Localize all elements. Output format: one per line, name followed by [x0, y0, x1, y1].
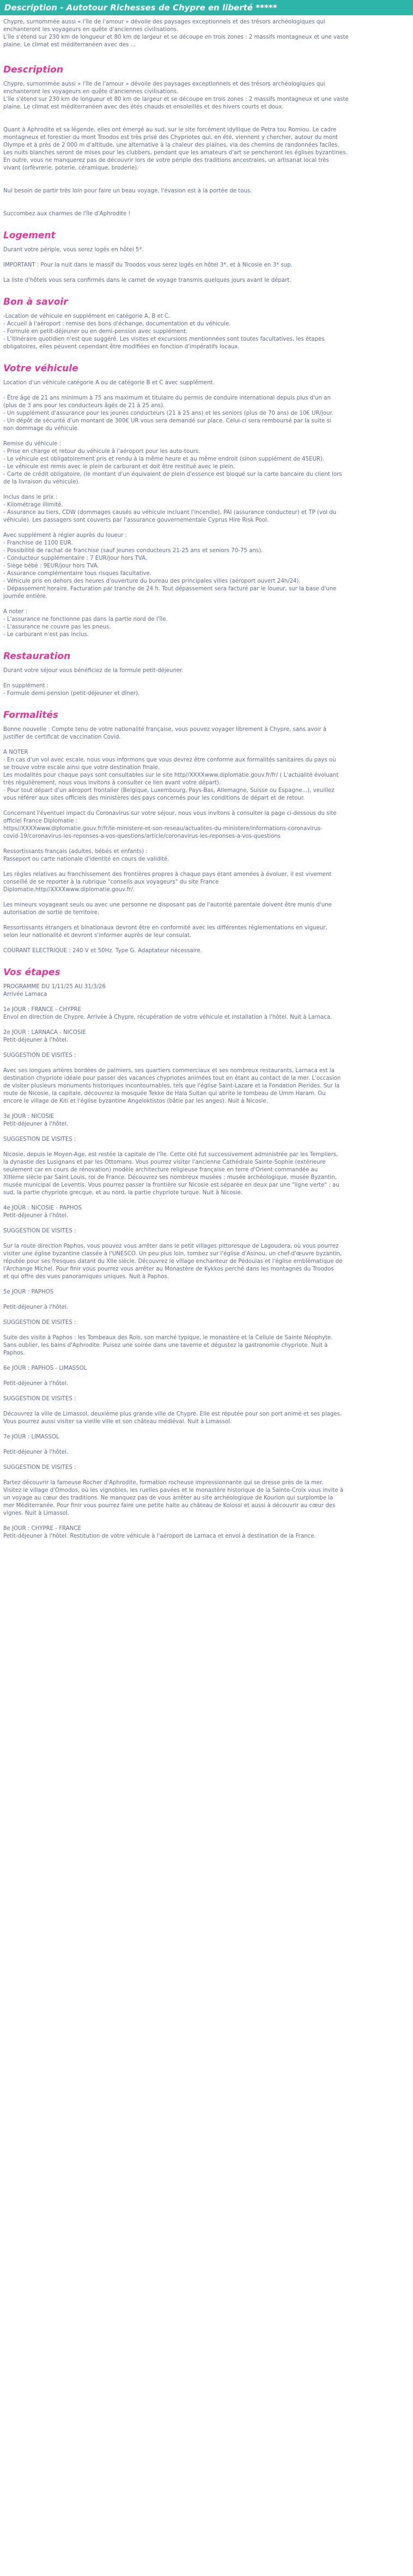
description-paragraph: Nul besoin de partir très loin pour faire un beau voyage, l'évasion est à la portée de tous.	[3, 188, 252, 194]
vehicule-paragraph: Inclus dans le prix : - Kilométrage illimité. - Assurance au tiers, CDW (dommages causés au véhicule incluant l'incendie), PAI (assurance conducteur) et TP (vol du véhicule). Les passagers sont couverts par l'assurance gouvernementale Cyprus Hire Risk Pool.	[3, 494, 337, 523]
day-suggestion-label: SUGGESTION DE VISITES :	[3, 1136, 76, 1142]
intro-text: Chypre, surnommée aussi « l'île de l'amour » dévoile des paysages exceptionnels et des trésors archéologiques qui enchanteront les voyageurs en quête d'anciennes civilisations. L'île s'étend sur 230 km de longueur et 80 km de largeur et se découpe en trois zones : 2 massifs montagneux et une vaste plaine. Le climat est méditerranéen avec des ...	[3, 19, 349, 48]
vehicule-paragraph: Location d'un véhicule catégorie A ou de catégorie B et C avec supplément.	[3, 380, 215, 386]
page-title: Description - Autotour Richesses de Chypre en liberté *****	[4, 3, 277, 13]
day-suggestion-label: SUGGESTION DE VISITES :	[3, 1465, 76, 1471]
day-title: 6e JOUR : PAPHOS - LIMASSOL	[3, 1365, 87, 1371]
day-title: 3e JOUR : NICOSIE	[3, 1114, 54, 1120]
day-visits: Suite des visite à Paphos : les Tombeaux des Rois, son marché typique, le monastère et la Cellule de Sainte Néophyte. Sans oublier, les bains d'Aphrodite. Puisez une soirée dans une taverne et dégustez la gastronomie chypriote. Nuit à Paphos.	[3, 1335, 333, 1356]
vehicule-paragraph: Avec supplément à régler auprès du loueur : - Franchise de 1100 EUR. - Possibilité de rachat de franchise (sauf jeunes conducteurs 21-25 ans et seniors 70-75 ans). - Conducteur supplémentaire : 7 EUR/jour hors TVA. - Siège bébé : 9EUR/jour hors TVA. - Assurance complémentaire tous risques facultative. - Véhicule pris en dehors des heures d'ouverture du bureau des principales villes (aéroport ouvert 24h/24). - Dépassement horaire. Facturation par tranche de 24 h. Tout dépassement sera facturé par le loueur, sur la base d'une journée entière.	[3, 533, 337, 600]
day-text: Petit-déjeuner à l'hôtel.	[3, 1449, 69, 1455]
formalites-paragraph: Les mineurs voyageant seuls ou avec une personne ne disposant pas de l'autorité parentale doivent être munis d'une autorisation de sortie de territoire.	[3, 902, 332, 916]
formalites-paragraph: Bonne nouvelle : Compte tenu de votre nationalité française, vous pouvez voyager librement à Chypre, sans avoir à justifier de certificat de vaccination Covid.	[3, 727, 327, 740]
section-title-restauration: Restauration	[3, 651, 71, 662]
day-text: Petit-déjeuner à l'hôtel. Restitution de votre véhicule à l'aéroport de Larnaca et envol à destination de la France.	[3, 1533, 316, 1539]
day-text: Petit-déjeuner à l'hôtel.	[3, 1304, 69, 1310]
formalites-paragraph: Les règles relatives au franchissement des frontières propres à chaque pays étant amenées à évoluer, il est vivement conseillé de se reporter à la rubrique "conseils aux voyageurs" du site France Diplomatie,http//XXXXwww.diplomatie.gouv.fr/.	[3, 872, 332, 893]
day-text: Petit-déjeuner à l'hôtel.	[3, 1121, 69, 1127]
section-title-formalites: Formalités	[3, 710, 58, 721]
logement-paragraph: IMPORTANT : Pour la nuit dans le massif du Troodos vous serez logés en hôtel 3*, et à Nicosie en 3* sup.	[3, 262, 293, 268]
restauration-paragraph: Durant votre séjour vous bénéficiez de la formule petit-déjeuner.	[3, 668, 184, 674]
day-visits: Sur la route direction Paphos, vous pouvez vous arrêter dans le petit villages pittoresque de Lagoudera, où vous pourrez visiter une église byzantine classée à l'UNESCO. Un peu plus loin, tombez sur l'église d'Asinou, un chef-d'œuvre byzantin, réputée pour ses fresques datant du XIIe siècle. Découvrez le village enchanteur de Pédoulas et l'église emblématique de l'Archange Michel. Pour finir vous pourrez vous arrêter au Monastère de Kykkos perché dans les montagnes du Troodos et qui offre des vues panoramiques uniques. Nuit à Paphos.	[3, 1243, 343, 1280]
day-title: 2e JOUR : LARNACA - NICOSIE	[3, 1030, 86, 1036]
bon-a-savoir-paragraph: -Location de véhicule en supplément en catégorie A, B et C. - Accueil à l'aéroport : remise des bons d'échange, documentation et du véhicule. - Formule en petit-déjeuner ou en demi-pension avec supplément. - L'itinéraire quotidien n'est que suggéré. Les visites et excursions mentionnées sont toutes facultatives, les étapes obligatoires, elles peuvent cependant être modifiées en fonction d'impératifs locaux.	[3, 313, 325, 350]
section-title-etapes: Vos étapes	[3, 967, 60, 978]
vehicule-paragraph: - Être âgé de 21 ans minimum à 75 ans maximum et titulaire du permis de conduire international depuis plus d'un an (plus de 3 ans pour les conducteurs âgés de 21 à 25 ans). - Un supplément d'assurance pour les jeunes conducteurs (21 à 25 ans) et les seniors (plus de 70 ans) de 10€ UR/jour. - Un dépôt de sécurité d'un montant de 300€ UR vous sera demandé sur place. Celui-ci sera remboursé par la suite si non dommage du véhicule.	[3, 395, 333, 432]
day-suggestion-label: SUGGESTION DE VISITES :	[3, 1053, 76, 1059]
day-title: 1e JOUR : FRANCE - CHYPRE	[3, 1007, 81, 1013]
formalites-paragraph: A NOTER - En cas d'un vol avec escale, nous vous informons que vous devrez être conforme aux formalités sanitaires du pays où se trouve votre escale ainsi que votre destination finale. Les modalités pour chaque pays sont consultables sur le site http//XXXXwww.diplomatie.gouv.fr/fr/ ( L'actualité évoluant très régulièrement, nous vous invitons à consulter ce lien avant votre départ). - Pour tout départ d'un aéroport frontalier (Belgique, Luxembourg, Pays-Bas, Allemagne, Suisse ou Espagne...), veuillez vous référer aux sites officiels des ministères des pays concernés pour les conditions de départ et de retour.	[3, 749, 339, 801]
description-paragraph: Succombez aux charmes de l'île d'Aphrodite !	[3, 211, 131, 217]
day-visits: Découvrez la ville de Limassol, deuxième plus grande ville de Chypre. Elle est réputée pour son port animé et ses plages. Vous pourrez aussi visiter sa vieille ville et son château médiéval. Nuit à Limassol.	[3, 1411, 342, 1425]
day-visits: Nicosie, depuis le Moyen-Age, est restée la capitale de l'île. Cette cité fut successivement administrée par les Templiers, la dynastie des Lusignans et par les Ottomans. Vous pourrez visiter l'ancienne Cathédrale Sainte-Sophie (extérieure seulement car en cours de rénovation) modèle architecture religieuse française en terre d'Orient commandée au XIIIème siècle par Saint Louis, roi de France. Découvrez ses nombreux musées : musée archéologique, musée Byzantin, musée municipal de Leventis. Vous pourrez passer la frontière sur Nicosie est séparée en deux par une "ligne verte" : au sud, la partie chypriote grecque, et au nord, la partie chypriote turque. Nuit à Nicosie.	[3, 1152, 339, 1196]
day-text: Petit-déjeuner à l'hôtel.	[3, 1213, 69, 1219]
day-text: Petit-déjeuner à l'hôtel.	[3, 1381, 69, 1387]
day-suggestion-label: SUGGESTION DE VISITES :	[3, 1396, 76, 1402]
logement-paragraph: Durant votre périple, vous serez logés en hôtel 5*.	[3, 247, 144, 253]
section-title-bon-a-savoir: Bon à savoir	[3, 297, 68, 307]
day-suggestion-label: SUGGESTION DE VISITES :	[3, 1228, 76, 1234]
formalites-paragraph: Ressortissants étrangers et binationaux devront être en conformité avec les différentes réglementations en vigueur, selon leur nationalité et devront s'informer auprès de leur consulat.	[3, 925, 327, 939]
formalites-paragraph: Concernant l'éventuel impact du Coronavirus sur votre séjour, nous vous invitons à consulter la page ci-dessous du site officiel France Diplomatie : https//XXXXwww.diplomatie.gouv.fr/fr/le-ministere-et-son-reseau/actualites-du-ministere/informations-coronavirus- covid-19/coronavirus-les-reponses-a-vos-questions/article/coronavirus-les-reponses-a-vos-questions	[3, 811, 337, 839]
day-title: 7e JOUR : LIMASSOL	[3, 1434, 59, 1440]
formalites-paragraph: COURANT ELECTRIQUE : 240 V et 50Hz. Type G. Adaptateur nécessaire.	[3, 948, 203, 954]
day-text: Envol en direction de Chypre. Arrivée à Chypre, récupération de votre véhicule et installation à l'hôtel. Nuit à Larnaca.	[3, 1014, 332, 1020]
day-suggestion-label: SUGGESTION DE VISITES :	[3, 1320, 76, 1326]
vehicule-paragraph: Remise du véhicule : - Prise en charge et retour du véhicule à l'aéroport pour les auto-tours. - Le véhicule est obligatoirement pris et rendu à la même heure et au même endroit (sinon supplément de 45EUR). - Le véhicule est remis avec le plein de carburant et doit être restitué avec le plein. - Carte de crédit obligatoire, (le montant d'un équivalent de plein d'essence est bloqué sur la carte bancaire du client lors de la livraison du véhicule).	[3, 441, 342, 485]
description-paragraph: Quant à Aphrodite et sa légende, elles ont émergé au sud, sur le site forcément idyllique de Petra tou Romiou. Le cadre montagneux et forestier du mont Troodos est très prisé des Chypriotes qui, en été, viennent y chercher, autour du mont Olympe et à près de 2 000 m d'altitude, une alternative à la chaleur des plaines, via des chemins de randonnées faciles. Les nuits blanches seront de mises pour les clubbers, pendant que les amateurs d'art se pencheront les églises byzantines. En outre, vous ne manquerez pas de découvrir lors de votre périple des traditions ancestrales, un artisanat local très vivant (orfèvrerie, poterie, céramique, broderie).	[3, 127, 348, 171]
section-title-description: Description	[3, 64, 63, 75]
description-content	[0, 15, 413, 1540]
restauration-paragraph: En supplément : - Formule demi-pension (petit-déjeuner et dîner).	[3, 683, 140, 697]
formalites-paragraph: Ressortissants français (adultes, bébés et enfants) : Passeport ou carte nationale d'identité en cours de validité.	[3, 849, 169, 862]
program-header: PROGRAMME DU 1/11/25 AU 31/3/26 Arrivée Larnaca	[3, 984, 106, 997]
day-visits: Avec ses longues artères bordées de palmiers, ses quartiers commerciaux et ses nombreux restaurants, Larnaca est la destination chypriote idéale pour passer des vacances chypriotes animées tout en étant au contact de la mer. L'occasion de visiter plusieurs monuments historiques incontournables, tels que l'église Saint-Lazare et la Fondation Pierides. Sur la route de Nicosie, la capitale, découvrez la mosquée Tekke de Hala Sultan qui abrite le tombeau de Umm Haram. Ou encore le village de Kiti et l'église byzantine Angeloktistos (bâtie par les anges). Nuit à Nicosie.	[3, 1068, 341, 1104]
day-title: 4e JOUR : NICOSIE - PAPHOS	[3, 1205, 82, 1211]
day-title: 5e JOUR : PAPHOS	[3, 1289, 54, 1295]
section-title-logement: Logement	[3, 230, 56, 241]
day-text: Petit-déjeuner à l'hôtel.	[3, 1037, 69, 1043]
description-paragraph: Chypre, surnommée aussi « l'île de l'amour » dévoile des paysages exceptionnels et des trésors archéologiques qui enchanteront les voyageurs en quête d'anciennes civilisations. L'île s'étend sur 230 km de longueur et 80 km de largeur et se découpe en trois zones : 2 massifs montagneux et une vaste plaine. Le climat est méditerranéen avec des étés chauds et ensoleillés et des hivers courts et doux.	[3, 81, 349, 110]
logement-paragraph: La liste d'hôtels vous sera confirmés dans le carnet de voyage transmis quelques jours avant le départ.	[3, 277, 291, 283]
vehicule-paragraph: A noter : - L'assurance ne fonctionne pas dans la partie nord de l'île. - L'assurance ne couvre pas les pneus. - Le carburant n'est pas inclus.	[3, 609, 168, 638]
day-title: 8e JOUR : CHYPRE - FRANCE	[3, 1526, 81, 1532]
section-title-vehicule: Votre véhicule	[3, 363, 78, 374]
page-title-bar	[0, 0, 413, 15]
day-visits: Partez découvrir la fameuse Rocher d'Aphrodite, formation rocheuse impressionnante qui se dresse près de la mer. Visitez le village d'Omodos, où les vignobles, les ruelles pavées et le monastère historique de la Sainte-Croix vous invite à un voyage au cœur des traditions. Ne manquez pas de vous arrêter au site archéologique de Kourion qui surplombe la mer Méditerranée. Pour finir vous pourrez faire une petite halte au château de Kolossi et aussi à découvrir au cœur des vignes. Nuit à Limassol.	[3, 1480, 344, 1516]
